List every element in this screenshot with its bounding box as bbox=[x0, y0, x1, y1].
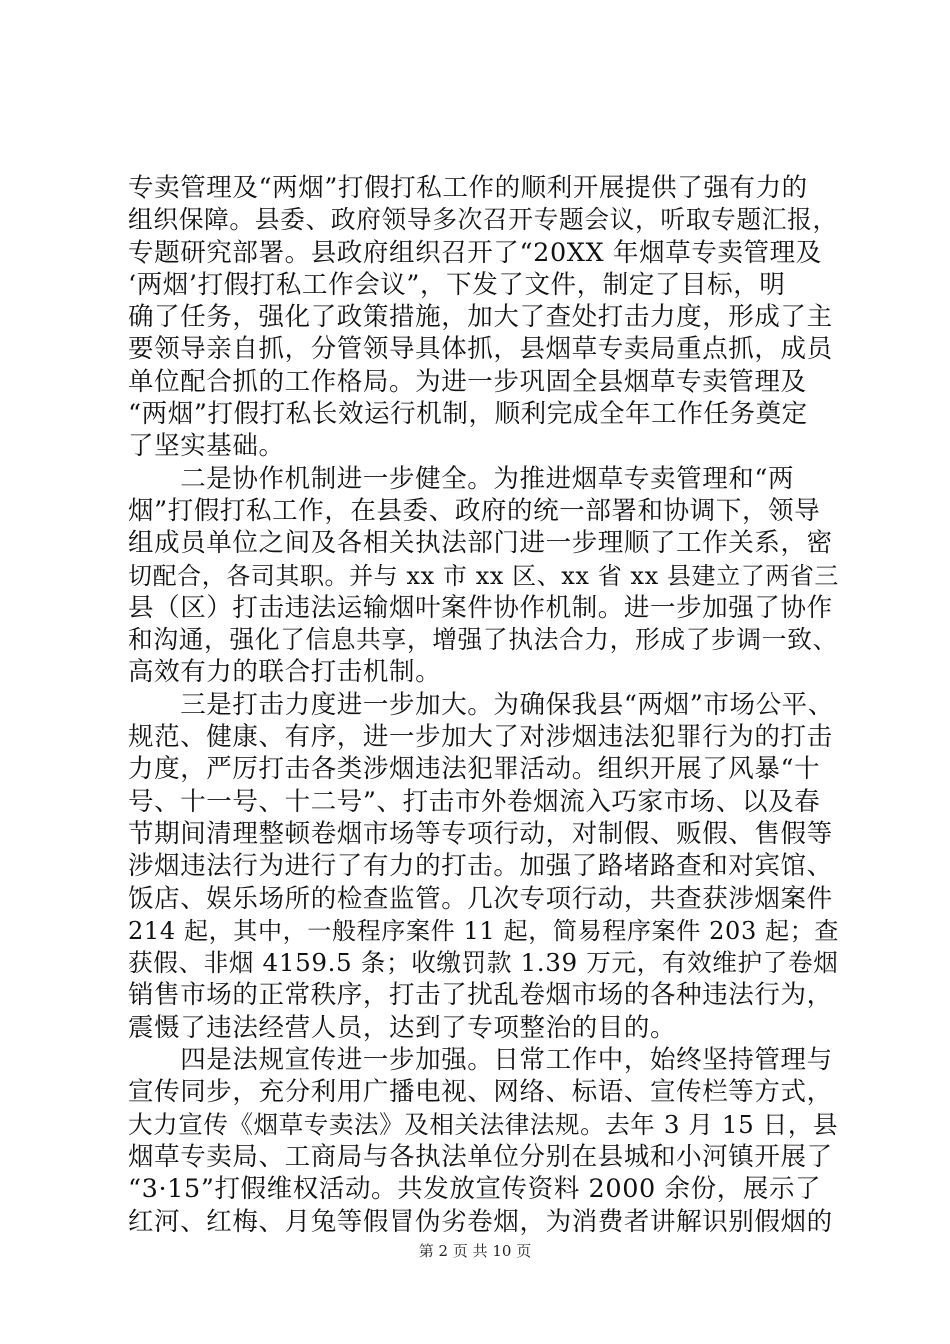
text-line: 组成员单位之间及各相关执法部门进一步理顺了工作关系，密 bbox=[128, 528, 833, 559]
text-line: 宣传同步，充分利用广播电视、网络、标语、宣传栏等方式， bbox=[128, 1077, 833, 1108]
text-line: 了坚实基础。 bbox=[128, 431, 285, 462]
text-line: 214 起，其中，一般程序案件 11 起，简易程序案件 203 起；查 bbox=[128, 916, 840, 945]
text-line: 节期间清理整顿卷烟市场等专项行动，对制假、贩假、售假等 bbox=[128, 818, 833, 849]
page-footer: 第 2 页 共 10 页 bbox=[418, 1242, 532, 1260]
text-line: 号、十一号、十二号”、打击市外卷烟流入巧家市场、以及春 bbox=[128, 786, 821, 817]
text-line: 确了任务，强化了政策措施，加大了查处打击力度，形成了主 bbox=[128, 302, 833, 333]
text-line: 烟草专卖局、工商局与各执法单位分别在县城和小河镇开展了 bbox=[128, 1141, 833, 1172]
text-line: 涉烟违法行为进行了有力的打击。加强了路堵路查和对宾馆、 bbox=[128, 851, 833, 882]
text-line: 高效有力的联合打击机制。 bbox=[128, 657, 442, 688]
text-line: 烟”打假打私工作，在县委、政府的统一部署和协调下，领导 bbox=[128, 495, 821, 526]
text-line: 组织保障。县委、政府领导多次召开专题会议，听取专题汇报， bbox=[128, 205, 838, 235]
text-line: 震慑了违法经营人员，达到了专项整治的目的。 bbox=[128, 1012, 677, 1043]
text-line: 规范、健康、有序，进一步加大了对涉烟违法犯罪行为的打击 bbox=[128, 722, 833, 753]
text-line: 和沟通，强化了信息共享，增强了执法合力，形成了步调一致、 bbox=[128, 625, 838, 655]
text-line: 专题研究部署。县政府组织召开了“20XX 年烟草专卖管理及 bbox=[128, 237, 822, 268]
body-text bbox=[128, 172, 838, 1238]
text-line: 四是法规宣传进一步加强。日常工作中，始终坚持管理与 bbox=[128, 1045, 833, 1076]
text-line: ‘两烟’打假打私工作会议”，下发了文件，制定了目标，明 bbox=[128, 269, 786, 300]
text-line: 县（区）打击违法运输烟叶案件协作机制。进一步加强了协作 bbox=[128, 592, 833, 623]
text-line: 切配合，各司其职。并与 xx 市 xx 区、xx 省 xx 县建立了两省三 bbox=[128, 561, 839, 590]
text-line: 红河、红梅、月兔等假冒伪劣卷烟，为消费者讲解识别假烟的 bbox=[128, 1206, 833, 1237]
text-line: “两烟”打假打私长效运行机制，顺利完成全年工作任务奠定 bbox=[128, 399, 808, 430]
text-line: 要领导亲自抓，分管领导具体抓，县烟草专卖局重点抓，成员 bbox=[128, 334, 833, 365]
text-line: “3·15”打假维权活动。共发放宣传资料 2000 余份，展示了 bbox=[128, 1174, 822, 1205]
text-line: 大力宣传《烟草专卖法》及相关法律法规。去年 3 月 15 日，县 bbox=[128, 1109, 839, 1139]
text-line: 二是协作机制进一步健全。为推进烟草专卖管理和“两 bbox=[128, 463, 795, 494]
text-line: 力度，严厉打击各类涉烟违法犯罪活动。组织开展了风暴“十 bbox=[128, 754, 821, 785]
text-line: 销售市场的正常秩序，打击了扰乱卷烟市场的各种违法行为， bbox=[128, 980, 833, 1011]
text-line: 获假、非烟 4159.5 条；收缴罚款 1.39 万元，有效维护了卷烟 bbox=[128, 948, 839, 978]
text-line: 三是打击力度进一步加大。为确保我县“两烟”市场公平、 bbox=[128, 689, 834, 720]
text-line: 专卖管理及“两烟”打假打私工作的顺利开展提供了强有力的 bbox=[128, 173, 808, 203]
text-line: 单位配合抓的工作格局。为进一步巩固全县烟草专卖管理及 bbox=[128, 366, 807, 397]
text-line: 饭店、娱乐场所的检查监管。几次专项行动，共查获涉烟案件 bbox=[128, 883, 833, 914]
